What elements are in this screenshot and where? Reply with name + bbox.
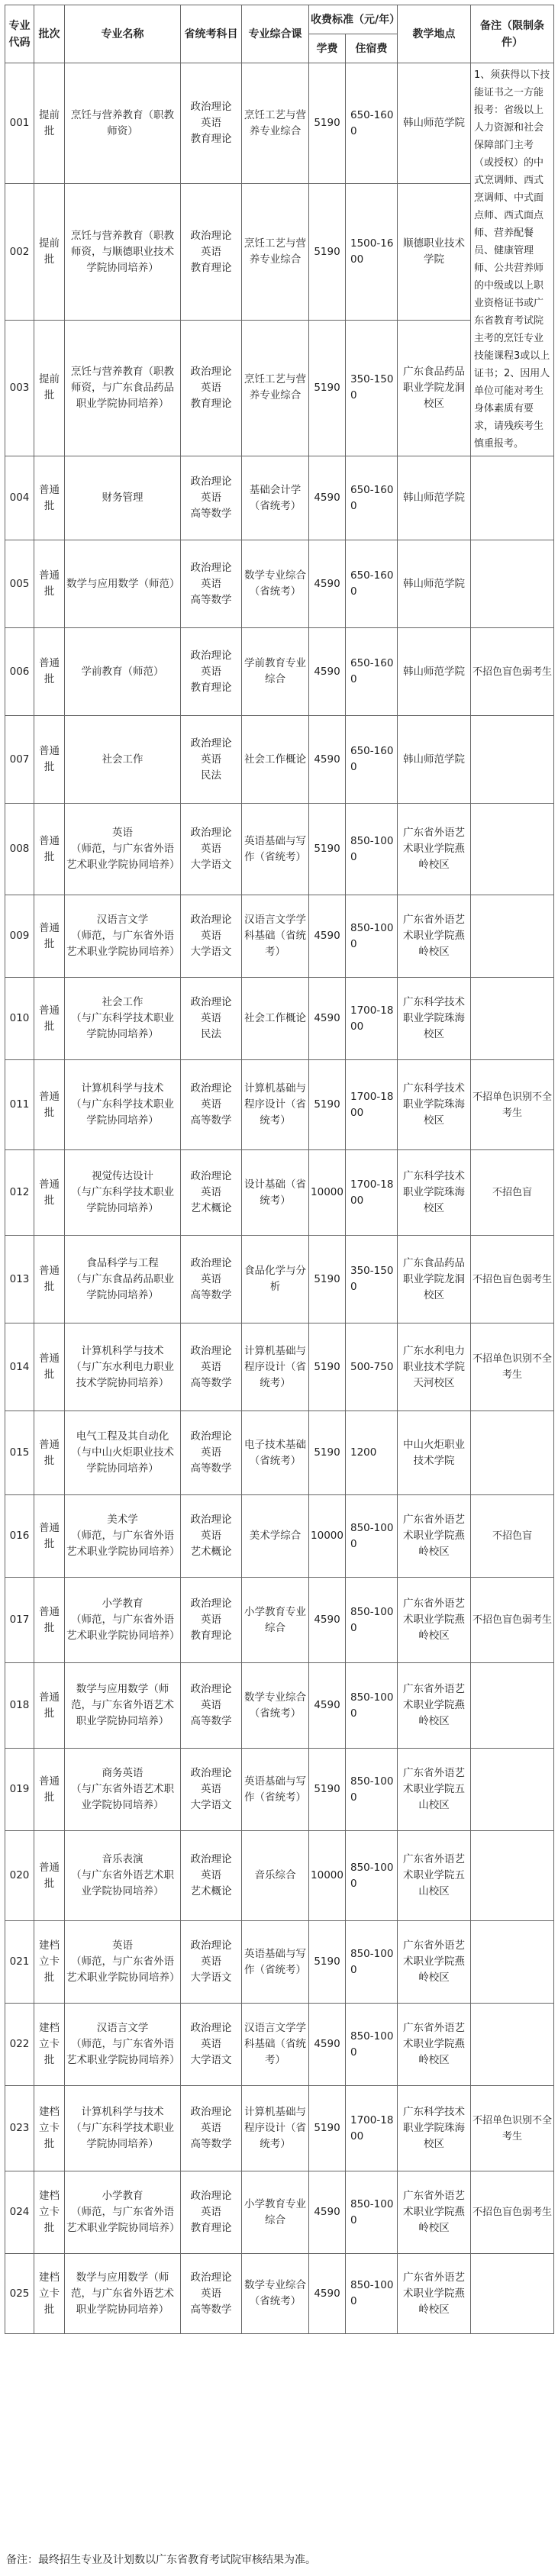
cell-comp: 数学专业综合（省统考） [242, 1663, 309, 1749]
cell-comp: 小学教育专业综合 [242, 1578, 309, 1663]
cell-tuition: 5190 [309, 1411, 346, 1495]
cell-lodging: 650-1600 [346, 456, 398, 540]
cell-tuition: 10000 [309, 1495, 346, 1578]
cell-batch: 建档立卡批 [34, 1921, 65, 2004]
cell-comp: 设计基础（省统考） [242, 1150, 309, 1236]
cell-location: 广东省外语艺术职业学院燕岭校区 [398, 1578, 471, 1663]
table-row [5, 2254, 554, 2334]
cell-tuition: 4590 [309, 716, 346, 804]
cell-comp: 音乐综合 [242, 1831, 309, 1921]
cell-note [471, 2254, 554, 2334]
table-row [5, 2004, 554, 2086]
cell-comp: 烹饪工艺与营养专业综合 [242, 184, 309, 320]
cell-lodging: 850-1000 [346, 895, 398, 978]
cell-location: 广东食品药品职业学院龙洞校区 [398, 1236, 471, 1323]
cell-exam: 政治理论 英语 高等数学 [181, 1060, 242, 1150]
cell-location: 广东水利电力职业技术学院天河校区 [398, 1323, 471, 1411]
cell-tuition: 4590 [309, 895, 346, 978]
cell-comp: 计算机基础与程序设计（省统考） [242, 2086, 309, 2171]
cell-note [471, 978, 554, 1060]
cell-batch: 建档立卡批 [34, 2171, 65, 2254]
cell-exam: 政治理论 英语 高等数学 [181, 456, 242, 540]
cell-major: 烹饪与营养教育（职教师资，与顺德职业技术学院协同培养） [65, 184, 181, 320]
cell-code: 022 [5, 2004, 34, 2086]
table-row [5, 1323, 554, 1411]
cell-comp: 社会工作概论 [242, 716, 309, 804]
cell-lodging: 650-1600 [346, 63, 398, 184]
cell-tuition: 4590 [309, 456, 346, 540]
cell-note [471, 1411, 554, 1495]
cell-major: 数学与应用数学（师范） [65, 540, 181, 628]
cell-location: 广东省外语艺术职业学院五山校区 [398, 1831, 471, 1921]
header-row [5, 5, 554, 34]
footnote: 备注：最终招生专业及计划数以广东省教育考试院审核结果为准。 [6, 2554, 316, 2566]
admission-table-wrapper [5, 5, 553, 2334]
cell-tuition: 5190 [309, 1323, 346, 1411]
cell-code: 004 [5, 456, 34, 540]
cell-tuition: 5190 [309, 320, 346, 456]
cell-location: 广东省外语艺术职业学院燕岭校区 [398, 2004, 471, 2086]
cell-comp: 英语基础与写作（省统考） [242, 1749, 309, 1831]
cell-lodging: 650-1600 [346, 628, 398, 716]
cell-note: 不招色盲 [471, 1495, 554, 1578]
cell-location: 广东省外语艺术职业学院燕岭校区 [398, 2254, 471, 2334]
cell-location: 广东科学技术职业学院珠海校区 [398, 1150, 471, 1236]
cell-location: 广东食品药品职业学院龙洞校区 [398, 320, 471, 456]
cell-lodging: 850-1000 [346, 1578, 398, 1663]
cell-code: 001 [5, 63, 34, 184]
cell-batch: 普通批 [34, 804, 65, 895]
cell-major: 电气工程及其自动化 （与中山火炬职业技术学院协同培养） [65, 1411, 181, 1495]
cell-batch: 普通批 [34, 1663, 65, 1749]
cell-location: 广东科学技术职业学院珠海校区 [398, 978, 471, 1060]
admission-table [5, 5, 554, 2334]
cell-lodging: 1700-1800 [346, 978, 398, 1060]
cell-tuition: 5190 [309, 1060, 346, 1150]
cell-note [471, 456, 554, 540]
cell-code: 011 [5, 1060, 34, 1150]
cell-note [471, 1749, 554, 1831]
cell-comp: 美术学综合 [242, 1495, 309, 1578]
cell-location: 广东省外语艺术职业学院燕岭校区 [398, 804, 471, 895]
table-row [5, 1663, 554, 1749]
cell-lodging: 850-1000 [346, 1663, 398, 1749]
table-row [5, 804, 554, 895]
cell-tuition: 5190 [309, 1236, 346, 1323]
cell-exam: 政治理论 英语 高等数学 [181, 1236, 242, 1323]
cell-location: 韩山师范学院 [398, 716, 471, 804]
cell-major: 英语 （师范，与广东省外语艺术职业学院协同培养） [65, 804, 181, 895]
cell-tuition: 4590 [309, 2254, 346, 2334]
cell-location: 广东省外语艺术职业学院燕岭校区 [398, 895, 471, 978]
cell-note: 不招单色识别不全考生 [471, 2086, 554, 2171]
table-row [5, 1495, 554, 1578]
cell-batch: 建档立卡批 [34, 2004, 65, 2086]
cell-lodging: 850-1000 [346, 2171, 398, 2254]
cell-tuition: 4590 [309, 540, 346, 628]
cell-code: 025 [5, 2254, 34, 2334]
cell-lodging: 350-1500 [346, 1236, 398, 1323]
cell-code: 021 [5, 1921, 34, 2004]
cell-comp: 汉语言文学学科基础（省统考） [242, 895, 309, 978]
table-row [5, 1150, 554, 1236]
cell-tuition: 4590 [309, 2171, 346, 2254]
cell-major: 英语 （师范，与广东省外语艺术职业学院协同培养） [65, 1921, 181, 2004]
cell-comp: 小学教育专业综合 [242, 2171, 309, 2254]
cell-code: 023 [5, 2086, 34, 2171]
cell-lodging: 350-1500 [346, 320, 398, 456]
cell-comp: 计算机基础与程序设计（省统考） [242, 1060, 309, 1150]
cell-batch: 提前批 [34, 320, 65, 456]
cell-location: 顺德职业技术学院 [398, 184, 471, 320]
cell-exam: 政治理论 英语 高等数学 [181, 1323, 242, 1411]
cell-lodging: 1700-1800 [346, 1060, 398, 1150]
cell-code: 010 [5, 978, 34, 1060]
cell-exam: 政治理论 英语 高等数学 [181, 2254, 242, 2334]
cell-exam: 政治理论 英语 艺术概论 [181, 1150, 242, 1236]
cell-lodging: 500-750 [346, 1323, 398, 1411]
table-body [5, 63, 554, 2334]
cell-code: 017 [5, 1578, 34, 1663]
table-row [5, 540, 554, 628]
cell-note [471, 540, 554, 628]
cell-code: 002 [5, 184, 34, 320]
cell-comp: 电子技术基础（省统考） [242, 1411, 309, 1495]
header-comp: 专业综合课 [242, 5, 309, 63]
cell-major: 音乐表演 （与广东省外语艺术职业学院协同培养） [65, 1831, 181, 1921]
cell-lodging: 850-1000 [346, 1749, 398, 1831]
cell-note [471, 1663, 554, 1749]
cell-tuition: 4590 [309, 628, 346, 716]
cell-major: 计算机科学与技术 （与广东科学技术职业学院协同培养） [65, 2086, 181, 2171]
cell-location: 韩山师范学院 [398, 63, 471, 184]
cell-comp: 食品化学与分析 [242, 1236, 309, 1323]
cell-location: 广东省外语艺术职业学院燕岭校区 [398, 2171, 471, 2254]
cell-tuition: 5190 [309, 184, 346, 320]
cell-tuition: 4590 [309, 1578, 346, 1663]
cell-lodging: 850-1000 [346, 1495, 398, 1578]
header-tuition: 学费 [309, 34, 346, 63]
cell-exam: 政治理论 英语 艺术概论 [181, 1495, 242, 1578]
cell-comp: 数学专业综合（省统考） [242, 540, 309, 628]
cell-lodging: 850-1000 [346, 2254, 398, 2334]
cell-major: 计算机科学与技术 （与广东科学技术职业学院协同培养） [65, 1060, 181, 1150]
cell-tuition: 10000 [309, 1150, 346, 1236]
cell-batch: 普通批 [34, 1749, 65, 1831]
table-row [5, 1749, 554, 1831]
cell-code: 018 [5, 1663, 34, 1749]
cell-exam: 政治理论 英语 教育理论 [181, 63, 242, 184]
cell-code: 008 [5, 804, 34, 895]
cell-code: 014 [5, 1323, 34, 1411]
cell-batch: 提前批 [34, 63, 65, 184]
table-row [5, 895, 554, 978]
table-row [5, 716, 554, 804]
cell-comp: 英语基础与写作（省统考） [242, 1921, 309, 2004]
cell-major: 食品科学与工程 （与广东食品药品职业学院协同培养） [65, 1236, 181, 1323]
cell-major: 美术学 （师范，与广东省外语艺术职业学院协同培养） [65, 1495, 181, 1578]
cell-location: 广东科学技术职业学院珠海校区 [398, 2086, 471, 2171]
cell-tuition: 5190 [309, 63, 346, 184]
cell-lodging: 850-1000 [346, 804, 398, 895]
cell-location: 广东科学技术职业学院珠海校区 [398, 1060, 471, 1150]
cell-exam: 政治理论 英语 民法 [181, 716, 242, 804]
cell-code: 019 [5, 1749, 34, 1831]
cell-code: 020 [5, 1831, 34, 1921]
cell-note: 不招单色识别不全考生 [471, 1323, 554, 1411]
cell-exam: 政治理论 英语 教育理论 [181, 2171, 242, 2254]
cell-lodging: 1700-1800 [346, 2086, 398, 2171]
cell-lodging: 1700-1800 [346, 1150, 398, 1236]
cell-major: 财务管理 [65, 456, 181, 540]
cell-comp: 汉语言文学学科基础（省统考） [242, 2004, 309, 2086]
cell-note: 不招色盲色弱考生 [471, 628, 554, 716]
cell-batch: 普通批 [34, 540, 65, 628]
cell-exam: 政治理论 英语 艺术概论 [181, 1831, 242, 1921]
table-row [5, 1060, 554, 1150]
cell-tuition: 5190 [309, 1749, 346, 1831]
cell-code: 016 [5, 1495, 34, 1578]
table-row [5, 1236, 554, 1323]
cell-code: 006 [5, 628, 34, 716]
cell-batch: 普通批 [34, 978, 65, 1060]
cell-batch: 普通批 [34, 1411, 65, 1495]
cell-batch: 建档立卡批 [34, 2086, 65, 2171]
cell-comp: 数学专业综合（省统考） [242, 2254, 309, 2334]
cell-exam: 政治理论 英语 大学语文 [181, 1749, 242, 1831]
cell-note: 不招色盲色弱考生 [471, 1236, 554, 1323]
cell-lodging: 650-1600 [346, 716, 398, 804]
cell-exam: 政治理论 英语 大学语文 [181, 1921, 242, 2004]
cell-major: 计算机科学与技术 （与广东水利电力职业技术学院协同培养） [65, 1323, 181, 1411]
cell-comp: 烹饪工艺与营养专业综合 [242, 320, 309, 456]
cell-location: 中山火炬职业技术学院 [398, 1411, 471, 1495]
cell-batch: 普通批 [34, 1150, 65, 1236]
cell-tuition: 5190 [309, 2086, 346, 2171]
cell-note [471, 804, 554, 895]
table-row [5, 1411, 554, 1495]
cell-major: 数学与应用数学（师范，与广东省外语艺术职业学院协同培养） [65, 2254, 181, 2334]
cell-exam: 政治理论 英语 大学语文 [181, 895, 242, 978]
cell-note: 不招色盲 [471, 1150, 554, 1236]
header-batch: 批次 [34, 5, 65, 63]
cell-code: 003 [5, 320, 34, 456]
cell-exam: 政治理论 英语 大学语文 [181, 2004, 242, 2086]
cell-major: 汉语言文学 （师范，与广东省外语艺术职业学院协同培养） [65, 895, 181, 978]
cell-note: 不招色盲色弱考生 [471, 2171, 554, 2254]
cell-exam: 政治理论 英语 教育理论 [181, 184, 242, 320]
cell-lodging: 1500-1600 [346, 184, 398, 320]
cell-tuition: 10000 [309, 1831, 346, 1921]
cell-exam: 政治理论 英语 民法 [181, 978, 242, 1060]
cell-major: 视觉传达设计 （与广东科学技术职业学院协同培养） [65, 1150, 181, 1236]
cell-batch: 普通批 [34, 716, 65, 804]
cell-code: 024 [5, 2171, 34, 2254]
cell-major: 烹饪与营养教育（职教师资） [65, 63, 181, 184]
cell-comp: 基础会计学（省统考） [242, 456, 309, 540]
cell-code: 005 [5, 540, 34, 628]
cell-note-merged: 1、须获得以下技能证书之一方能报考：省级以上人力资源和社会保障部门主考（或授权）的中式烹调师、西式烹调师、中式面点师、西式面点师、营养配餐员、健康管理师、公共营养师的中级或以上职业资格证书或广东省教育考试院主考的烹饪专业技能课程3或以上证书；2、因用人单位可能对考生身体素质有要求，请残疾考生慎重报考。 [471, 63, 554, 456]
table-row [5, 978, 554, 1060]
header-major: 专业名称 [65, 5, 181, 63]
cell-exam: 政治理论 英语 高等数学 [181, 540, 242, 628]
cell-note [471, 1921, 554, 2004]
cell-code: 012 [5, 1150, 34, 1236]
cell-batch: 建档立卡批 [34, 2254, 65, 2334]
cell-location: 广东省外语艺术职业学院燕岭校区 [398, 1495, 471, 1578]
cell-code: 015 [5, 1411, 34, 1495]
cell-batch: 普通批 [34, 456, 65, 540]
cell-exam: 政治理论 英语 教育理论 [181, 320, 242, 456]
cell-tuition: 4590 [309, 1663, 346, 1749]
cell-tuition: 4590 [309, 978, 346, 1060]
cell-code: 009 [5, 895, 34, 978]
cell-note [471, 716, 554, 804]
cell-major: 数学与应用数学（师范，与广东省外语艺术职业学院协同培养） [65, 1663, 181, 1749]
table-row [5, 2171, 554, 2254]
cell-exam: 政治理论 英语 教育理论 [181, 628, 242, 716]
header-lodging: 住宿费 [346, 34, 398, 63]
cell-batch: 普通批 [34, 895, 65, 978]
cell-batch: 普通批 [34, 628, 65, 716]
table-row [5, 1921, 554, 2004]
cell-lodging: 1200 [346, 1411, 398, 1495]
cell-location: 广东省外语艺术职业学院燕岭校区 [398, 1921, 471, 2004]
header-fee-group: 收费标准（元/年） [309, 5, 398, 34]
cell-exam: 政治理论 英语 高等数学 [181, 1663, 242, 1749]
cell-major: 烹饪与营养教育（职教师资，与广东食品药品职业学院协同培养） [65, 320, 181, 456]
cell-comp: 计算机基础与程序设计（省统考） [242, 1323, 309, 1411]
cell-tuition: 4590 [309, 2004, 346, 2086]
cell-location: 韩山师范学院 [398, 456, 471, 540]
cell-comp: 英语基础与写作（省统考） [242, 804, 309, 895]
cell-note [471, 895, 554, 978]
cell-exam: 政治理论 英语 高等数学 [181, 2086, 242, 2171]
header-location: 教学地点 [398, 5, 471, 63]
cell-location: 广东省外语艺术职业学院燕岭校区 [398, 1663, 471, 1749]
cell-major: 汉语言文学 （师范，与广东省外语艺术职业学院协同培养） [65, 2004, 181, 2086]
header-code: 专业代码 [5, 5, 34, 63]
cell-major: 社会工作 （与广东科学技术职业学院协同培养） [65, 978, 181, 1060]
cell-lodging: 850-1000 [346, 2004, 398, 2086]
cell-note: 不招单色识别不全考生 [471, 1060, 554, 1150]
cell-tuition: 5190 [309, 804, 346, 895]
cell-code: 013 [5, 1236, 34, 1323]
cell-exam: 政治理论 英语 大学语文 [181, 804, 242, 895]
cell-major: 小学教育 （师范，与广东省外语艺术职业学院协同培养） [65, 1578, 181, 1663]
cell-location: 广东省外语艺术职业学院五山校区 [398, 1749, 471, 1831]
cell-batch: 普通批 [34, 1578, 65, 1663]
table-row [5, 1831, 554, 1921]
cell-batch: 普通批 [34, 1495, 65, 1578]
cell-lodging: 850-1000 [346, 1921, 398, 2004]
cell-batch: 普通批 [34, 1831, 65, 1921]
cell-major: 学前教育（师范） [65, 628, 181, 716]
table-row [5, 628, 554, 716]
header-exam: 省统考科目 [181, 5, 242, 63]
cell-note [471, 1831, 554, 1921]
header-note: 备注（限制条件） [471, 5, 554, 63]
cell-note [471, 2004, 554, 2086]
table-row [5, 1578, 554, 1663]
cell-major: 商务英语 （与广东省外语艺术职业学院协同培养） [65, 1749, 181, 1831]
table-row [5, 63, 554, 184]
cell-batch: 普通批 [34, 1323, 65, 1411]
cell-location: 韩山师范学院 [398, 540, 471, 628]
cell-code: 007 [5, 716, 34, 804]
cell-exam: 政治理论 英语 高等数学 [181, 1411, 242, 1495]
cell-batch: 提前批 [34, 184, 65, 320]
cell-batch: 普通批 [34, 1060, 65, 1150]
cell-major: 小学教育 （师范，与广东省外语艺术职业学院协同培养） [65, 2171, 181, 2254]
cell-major: 社会工作 [65, 716, 181, 804]
cell-batch: 普通批 [34, 1236, 65, 1323]
cell-lodging: 650-1600 [346, 540, 398, 628]
cell-lodging: 850-1000 [346, 1831, 398, 1921]
table-row [5, 2086, 554, 2171]
table-row [5, 456, 554, 540]
cell-comp: 烹饪工艺与营养专业综合 [242, 63, 309, 184]
cell-tuition: 5190 [309, 1921, 346, 2004]
cell-exam: 政治理论 英语 教育理论 [181, 1578, 242, 1663]
cell-comp: 学前教育专业综合 [242, 628, 309, 716]
cell-location: 韩山师范学院 [398, 628, 471, 716]
cell-note: 不招色盲色弱考生 [471, 1578, 554, 1663]
cell-comp: 社会工作概论 [242, 978, 309, 1060]
